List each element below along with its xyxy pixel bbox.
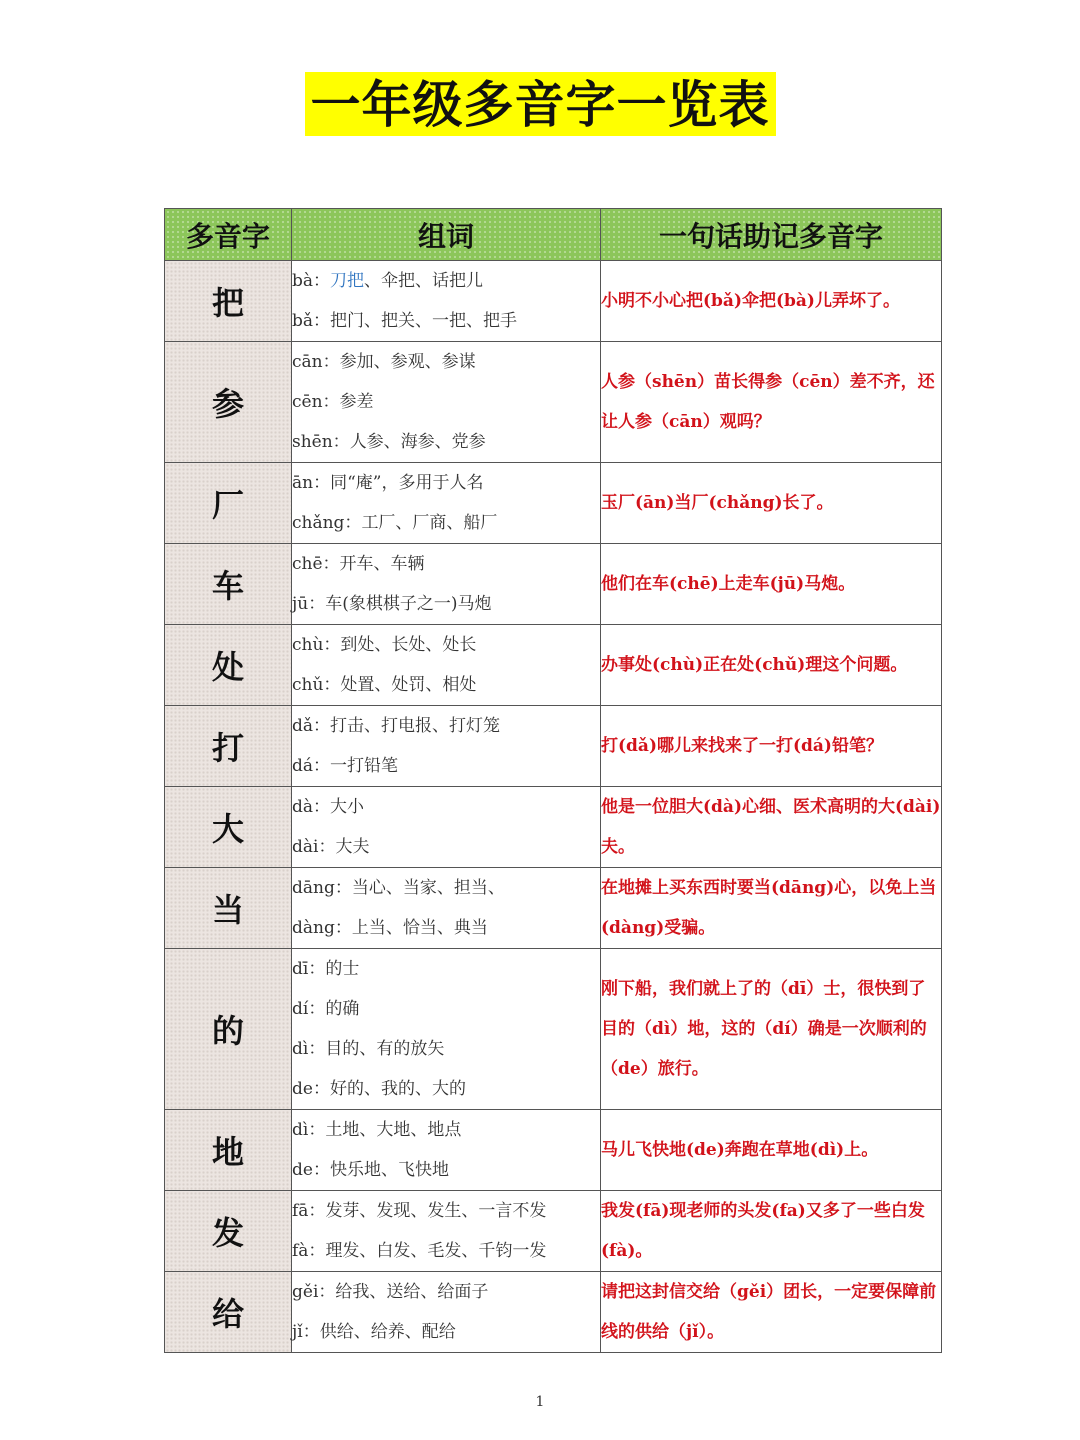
word-examples <box>292 342 601 463</box>
pinyin: bǎ： <box>292 311 331 331</box>
page-number: 1 <box>535 1394 545 1410</box>
word-list: 大小 <box>330 797 365 817</box>
polyphone-char: 给 <box>165 1272 292 1353</box>
word-list: 参加、参观、参谋 <box>339 352 476 372</box>
page-title: 一年级多音字一览表 <box>305 72 776 136</box>
mnemonic-sentence: 他们在车(chē)上走车(jū)马炮。 <box>601 544 942 625</box>
word-examples <box>292 544 601 625</box>
header-words: 组词 <box>292 209 601 261</box>
word-list: 车(象棋棋子之一)马炮 <box>325 594 492 614</box>
pinyin: cān： <box>292 352 340 372</box>
word-line <box>292 1029 600 1069</box>
word-examples <box>292 787 601 868</box>
table-row <box>165 1110 942 1191</box>
pinyin: gěi： <box>292 1282 336 1302</box>
table-row <box>165 261 942 342</box>
word-list: 目的、有的放矢 <box>325 1039 445 1059</box>
word-list: 一打铅笔 <box>330 756 399 776</box>
pinyin: dì： <box>292 1120 326 1140</box>
word-examples <box>292 1110 601 1191</box>
word-list: 好的、我的、大的 <box>329 1079 466 1099</box>
polyphone-char: 厂 <box>165 463 292 544</box>
pinyin: dī： <box>292 959 326 979</box>
pinyin: de： <box>292 1160 330 1180</box>
table-header-row <box>165 209 942 261</box>
title-wrap <box>0 72 1080 136</box>
word-list: 参差 <box>339 392 374 412</box>
table-row <box>165 787 942 868</box>
word-line <box>292 827 600 867</box>
word-examples <box>292 949 601 1110</box>
polyphone-char: 大 <box>165 787 292 868</box>
pinyin: dí： <box>292 999 326 1019</box>
word-list: 供给、给养、配给 <box>319 1322 456 1342</box>
word-examples <box>292 706 601 787</box>
word-list: 给我、送给、给面子 <box>335 1282 489 1302</box>
word-list: 当心、当家、担当、 <box>351 878 505 898</box>
polyphone-char: 把 <box>165 261 292 342</box>
word-list: 发芽、发现、发生、一言不发 <box>325 1201 547 1221</box>
word-list: 快乐地、飞快地 <box>329 1160 449 1180</box>
word-examples <box>292 1191 601 1272</box>
pinyin: fà： <box>292 1241 326 1261</box>
word-list: 同“庵”，多用于人名 <box>330 473 484 493</box>
word-list: 上当、恰当、典当 <box>351 918 488 938</box>
highlighted-word-link[interactable]: 刀把 <box>330 271 365 291</box>
word-list: 人参、海参、党参 <box>349 432 486 452</box>
word-list: 理发、白发、毛发、千钧一发 <box>325 1241 547 1261</box>
word-line <box>292 787 600 827</box>
word-list: 开车、车辆 <box>339 554 425 574</box>
pinyin: jǐ： <box>292 1322 320 1342</box>
pinyin: chǎng： <box>292 513 362 533</box>
pinyin: dǎ： <box>292 716 331 736</box>
table-row <box>165 544 942 625</box>
pinyin: shēn： <box>292 432 350 452</box>
word-line <box>292 584 600 624</box>
pinyin: dài： <box>292 837 336 857</box>
table-body <box>165 261 942 1353</box>
word-line <box>292 463 600 503</box>
polyphone-table <box>164 208 942 1353</box>
mnemonic-sentence: 他是一位胆大(dà)心细、医术高明的大(dài)夫。 <box>601 787 942 868</box>
table-row <box>165 463 942 544</box>
word-examples <box>292 261 601 342</box>
word-list: 把门、把关、一把、把手 <box>330 311 518 331</box>
table-row <box>165 625 942 706</box>
polyphone-char: 的 <box>165 949 292 1110</box>
word-examples <box>292 868 601 949</box>
pinyin: bà： <box>292 271 331 291</box>
mnemonic-sentence: 玉厂(ān)当厂(chǎng)长了。 <box>601 463 942 544</box>
table-row <box>165 868 942 949</box>
word-line <box>292 706 600 746</box>
word-line <box>292 1069 600 1109</box>
mnemonic-sentence: 人参（shēn）苗长得参（cēn）差不齐，还让人参（cān）观吗？ <box>601 342 942 463</box>
pinyin: chē： <box>292 554 340 574</box>
mnemonic-sentence: 我发(fā)现老师的头发(fa)又多了一些白发(fà)。 <box>601 1191 942 1272</box>
polyphone-char: 打 <box>165 706 292 787</box>
word-list: 大夫 <box>335 837 370 857</box>
word-list: 到处、长处、处长 <box>340 635 477 655</box>
word-list: 土地、大地、地点 <box>325 1120 462 1140</box>
word-line <box>292 422 600 462</box>
polyphone-char: 发 <box>165 1191 292 1272</box>
polyphone-char: 车 <box>165 544 292 625</box>
word-list: 工厂、厂商、船厂 <box>361 513 498 533</box>
mnemonic-sentence: 小明不小心把(bǎ)伞把(bà)儿弄坏了。 <box>601 261 942 342</box>
word-line <box>292 503 600 543</box>
word-line <box>292 746 600 786</box>
mnemonic-sentence: 刚下船，我们就上了的（dī）士，很快到了目的（dì）地，这的（dí）确是一次顺利的（de）旅行。 <box>601 949 942 1110</box>
table-row <box>165 1191 942 1272</box>
polyphone-char: 地 <box>165 1110 292 1191</box>
polyphone-char: 参 <box>165 342 292 463</box>
polyphone-char: 处 <box>165 625 292 706</box>
word-examples <box>292 1272 601 1353</box>
word-examples <box>292 625 601 706</box>
pinyin: chù： <box>292 635 341 655</box>
pinyin: dá： <box>292 756 331 776</box>
word-line <box>292 665 600 705</box>
word-line <box>292 1191 600 1231</box>
word-list: 的确 <box>325 999 360 1019</box>
table-row <box>165 342 942 463</box>
word-line <box>292 1272 600 1312</box>
word-list: 打击、打电报、打灯笼 <box>330 716 501 736</box>
pinyin: ān： <box>292 473 331 493</box>
table-row <box>165 949 942 1110</box>
word-line <box>292 342 600 382</box>
pinyin: de： <box>292 1079 330 1099</box>
mnemonic-sentence: 打(dǎ)哪儿来找来了一打(dá)铅笔？ <box>601 706 942 787</box>
word-line <box>292 949 600 989</box>
word-examples <box>292 463 601 544</box>
pinyin: cēn： <box>292 392 340 412</box>
pinyin: fā： <box>292 1201 326 1221</box>
word-list: 、伞把、话把儿 <box>364 271 484 291</box>
table-row <box>165 706 942 787</box>
pinyin: dàng： <box>292 918 352 938</box>
mnemonic-sentence: 马儿飞快地(de)奔跑在草地(dì)上。 <box>601 1110 942 1191</box>
word-list: 处置、处罚、相处 <box>340 675 477 695</box>
word-line <box>292 625 600 665</box>
word-line <box>292 261 600 301</box>
header-char: 多音字 <box>165 209 292 261</box>
word-line <box>292 989 600 1029</box>
word-line <box>292 1231 600 1271</box>
pinyin: chǔ： <box>292 675 341 695</box>
pinyin: dāng： <box>292 878 352 898</box>
mnemonic-sentence: 请把这封信交给（gěi）团长，一定要保障前线的供给（jǐ）。 <box>601 1272 942 1353</box>
pinyin: jū： <box>292 594 326 614</box>
word-line <box>292 1110 600 1150</box>
polyphone-char: 当 <box>165 868 292 949</box>
mnemonic-sentence: 办事处(chù)正在处(chǔ)理这个问题。 <box>601 625 942 706</box>
pinyin: dì： <box>292 1039 326 1059</box>
word-line <box>292 1150 600 1190</box>
table-row <box>165 1272 942 1353</box>
header-sentence: 一句话助记多音字 <box>601 209 942 261</box>
word-line <box>292 908 600 948</box>
word-line <box>292 868 600 908</box>
word-line <box>292 301 600 341</box>
word-line <box>292 544 600 584</box>
pinyin: dà： <box>292 797 331 817</box>
mnemonic-sentence: 在地摊上买东西时要当(dāng)心，以免上当(dàng)受骗。 <box>601 868 942 949</box>
word-line <box>292 1312 600 1352</box>
word-list: 的士 <box>325 959 360 979</box>
word-line <box>292 382 600 422</box>
